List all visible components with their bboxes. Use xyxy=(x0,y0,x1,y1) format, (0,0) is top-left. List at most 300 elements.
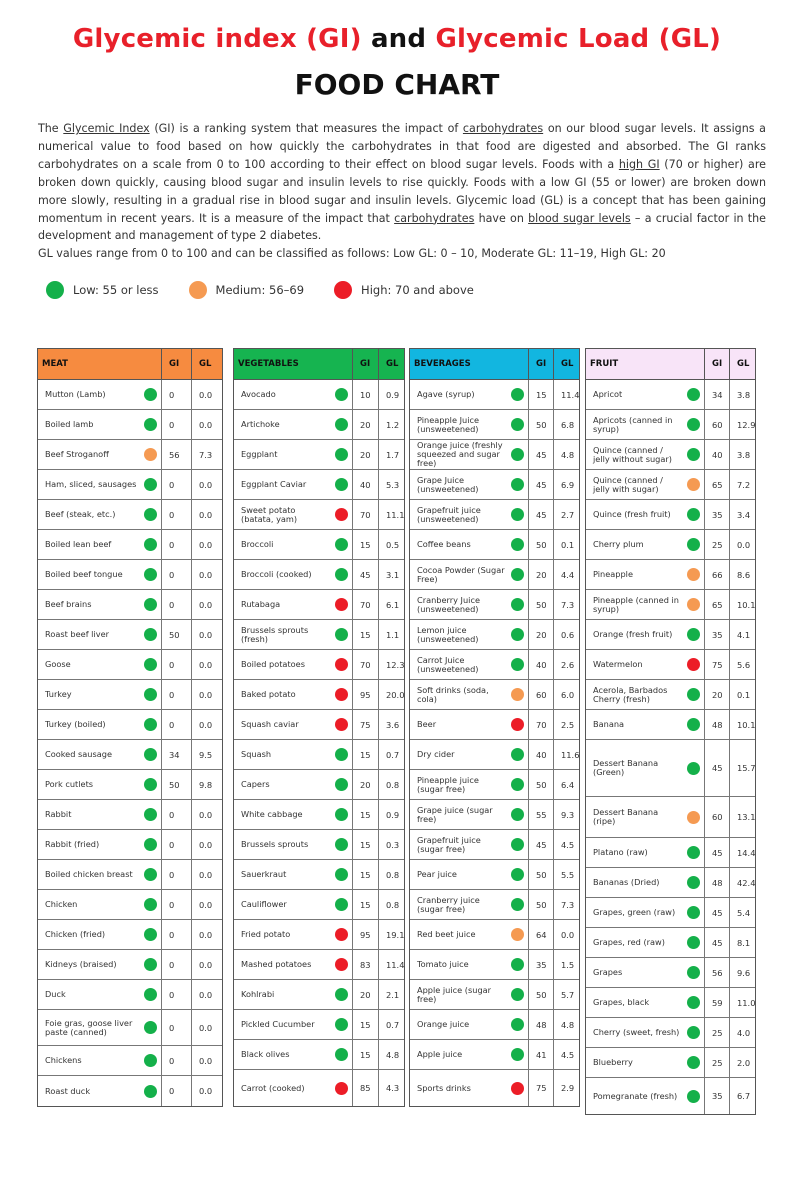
food-name: Eggplant Caviar xyxy=(241,479,307,489)
food-name-cell xyxy=(410,830,529,859)
gi-value: 34 xyxy=(705,380,730,409)
table-row xyxy=(410,500,579,530)
food-name-cell xyxy=(38,1046,162,1075)
gl-value: 0.0 xyxy=(199,1055,213,1066)
food-name-cell xyxy=(410,920,529,949)
food-name-cell xyxy=(38,620,162,649)
table-row xyxy=(410,650,579,680)
low-gi-dot-icon xyxy=(687,688,700,701)
gl-value: 0.0 xyxy=(561,929,575,940)
gi-value: 40 xyxy=(353,470,379,499)
blood-sugar-levels-link[interactable]: blood sugar levels xyxy=(528,211,631,225)
glycemic-index-link[interactable]: Glycemic Index xyxy=(63,122,150,135)
gl-value: 11.4 xyxy=(561,389,580,400)
food-name-cell xyxy=(234,380,353,409)
low-gi-dot-icon xyxy=(144,658,157,671)
low-gi-dot-icon xyxy=(335,568,348,581)
table-row xyxy=(410,620,579,650)
table-row xyxy=(234,1010,404,1040)
low-gi-dot-icon xyxy=(687,966,700,979)
table-row xyxy=(586,530,755,560)
gi-value: 15 xyxy=(353,800,379,829)
food-name: Orange juice xyxy=(417,1019,470,1029)
gl-value: 4.8 xyxy=(561,449,575,460)
gl-value: 15.7 xyxy=(737,763,756,773)
table-row xyxy=(38,470,222,500)
gi-value: 20 xyxy=(529,560,554,589)
low-gi-dot-icon xyxy=(511,568,524,581)
gi-value: 48 xyxy=(529,1010,554,1039)
table-row xyxy=(586,868,755,898)
gi-value: 20 xyxy=(353,410,379,439)
gi-value: 15 xyxy=(353,530,379,559)
food-name-cell xyxy=(410,1070,529,1106)
gi-value: 50 xyxy=(529,410,554,439)
table-row xyxy=(234,1040,404,1070)
gi-value: 75 xyxy=(353,710,379,739)
gl-value: 0.0 xyxy=(199,869,213,880)
gi-value: 45 xyxy=(353,560,379,589)
low-gi-dot-icon xyxy=(511,388,524,401)
low-gi-dot-icon xyxy=(144,478,157,491)
table-row xyxy=(234,500,404,530)
food-name-cell xyxy=(234,710,353,739)
gl-value: 7.3 xyxy=(561,599,575,610)
gl-value: 0.0 xyxy=(199,629,213,640)
food-name-cell xyxy=(586,440,705,469)
intro-text: The xyxy=(38,122,64,135)
food-name-cell xyxy=(234,470,353,499)
gl-value: 0.8 xyxy=(386,899,400,910)
gi-value: 40 xyxy=(529,740,554,769)
gi-value: 15 xyxy=(353,1040,379,1069)
low-gi-dot-icon xyxy=(144,418,157,431)
gi-value: 0 xyxy=(162,980,192,1009)
food-name: Boiled lean beef xyxy=(45,539,112,549)
gl-value: 3.8 xyxy=(737,449,751,460)
food-name-cell xyxy=(586,710,705,739)
gi-value: 0 xyxy=(162,380,192,409)
food-name-cell xyxy=(234,740,353,769)
low-gi-dot-icon xyxy=(687,1026,700,1039)
table-row xyxy=(234,620,404,650)
gi-value: 65 xyxy=(705,470,730,499)
table-row xyxy=(38,890,222,920)
legend-label: Low: 55 or less xyxy=(73,283,159,297)
gl-value: 11.0 xyxy=(737,997,756,1008)
gi-value: 83 xyxy=(353,950,379,979)
gl-value: 12.9 xyxy=(737,419,756,430)
table-row xyxy=(410,380,579,410)
low-gi-dot-icon xyxy=(144,688,157,701)
gl-value: 11.1 xyxy=(386,509,405,520)
gl-value: 20.0 xyxy=(386,689,405,700)
food-name-cell xyxy=(586,380,705,409)
food-name: Dry cider xyxy=(417,749,455,759)
low-gi-dot-icon xyxy=(511,478,524,491)
table-row xyxy=(586,1078,755,1114)
gl-value: 9.3 xyxy=(561,809,575,820)
food-name-cell xyxy=(234,530,353,559)
food-name: Pineapple (canned in syrup) xyxy=(593,594,679,614)
gl-value: 11.4 xyxy=(386,959,405,970)
food-name: Pear juice xyxy=(417,869,457,879)
gl-value: 5.7 xyxy=(561,989,575,1000)
gi-value: 66 xyxy=(705,560,730,589)
gl-value: 0.0 xyxy=(199,959,213,970)
table-row xyxy=(410,800,579,830)
food-name: Apple juice (sugar free) xyxy=(417,984,492,1004)
gi-value: 50 xyxy=(529,770,554,799)
food-name: Orange juice (freshly squeezed and sugar free) xyxy=(417,440,503,468)
food-name-cell xyxy=(234,920,353,949)
food-name: Squash xyxy=(241,749,272,759)
table-row xyxy=(38,980,222,1010)
low-gi-dot-icon xyxy=(144,748,157,761)
food-name-cell xyxy=(38,830,162,859)
gl-value: 1.1 xyxy=(386,629,400,640)
high-gi-dot-icon xyxy=(335,958,348,971)
gl-value: 6.7 xyxy=(737,1091,751,1101)
food-name: Brussels sprouts (fresh) xyxy=(241,624,309,644)
page-subtitle: FOOD CHART xyxy=(294,68,500,101)
table-row xyxy=(586,710,755,740)
gi-value: 50 xyxy=(529,530,554,559)
high-gi-link[interactable]: high GI xyxy=(618,157,660,171)
low-gi-dot-icon xyxy=(144,958,157,971)
high-gi-dot-icon xyxy=(335,688,348,701)
food-name-cell xyxy=(234,440,353,469)
food-name: Soft drinks (soda, cola) xyxy=(417,684,489,704)
low-gi-dot-icon xyxy=(144,388,157,401)
gi-value: 70 xyxy=(353,500,379,529)
table-row xyxy=(586,838,755,868)
gl-value: 0.7 xyxy=(386,1019,400,1030)
table-row xyxy=(586,380,755,410)
food-name: Acerola, Barbados Cherry (fresh) xyxy=(593,684,668,704)
food-name: Pineapple Juice (unsweetened) xyxy=(417,414,480,434)
low-gi-dot-icon xyxy=(144,568,157,581)
gl-value: 7.2 xyxy=(737,479,751,490)
food-name-cell xyxy=(38,590,162,619)
high-gi-dot-icon xyxy=(335,1082,348,1095)
gl-value: 2.9 xyxy=(561,1083,575,1093)
food-name-cell xyxy=(586,680,705,709)
low-gi-dot-icon xyxy=(511,838,524,851)
gi-value: 45 xyxy=(705,740,730,796)
low-gi-dot-icon xyxy=(687,448,700,461)
gl-value: 0.0 xyxy=(199,1086,213,1096)
gl-value: 0.6 xyxy=(561,629,575,640)
gi-value: 20 xyxy=(353,440,379,469)
food-name: Beef (steak, etc.) xyxy=(45,509,116,519)
gi-value: 35 xyxy=(705,620,730,649)
food-name-cell xyxy=(38,1076,162,1106)
food-name-cell xyxy=(586,650,705,679)
food-name: Watermelon xyxy=(593,659,643,669)
food-name-cell xyxy=(410,980,529,1009)
medium-gi-dot-icon xyxy=(687,598,700,611)
food-name: Cauliflower xyxy=(241,899,287,909)
gi-value: 70 xyxy=(353,650,379,679)
gl-value: 0.0 xyxy=(199,599,213,610)
food-name-cell xyxy=(586,500,705,529)
gi-value: 0 xyxy=(162,800,192,829)
gi-value: 60 xyxy=(529,680,554,709)
gi-value: 75 xyxy=(529,1070,554,1106)
gi-value: 0 xyxy=(162,590,192,619)
food-name: Brussels sprouts xyxy=(241,839,309,849)
table-header xyxy=(38,349,222,380)
gl-header: GL xyxy=(199,359,212,369)
food-name: Agave (syrup) xyxy=(417,389,475,399)
low-gi-dot-icon xyxy=(144,1054,157,1067)
table-row xyxy=(410,560,579,590)
food-name-cell xyxy=(410,650,529,679)
gl-value: 6.1 xyxy=(386,599,400,610)
food-name: Lemon juice (unsweetened) xyxy=(417,624,479,644)
gi-value: 40 xyxy=(529,650,554,679)
table-fruit xyxy=(585,348,756,1115)
table-row xyxy=(410,1040,579,1070)
food-name: Dessert Banana (ripe) xyxy=(593,807,659,826)
category-header: FRUIT xyxy=(586,349,705,379)
food-name: Coffee beans xyxy=(417,539,471,549)
low-gi-dot-icon xyxy=(687,846,700,859)
gi-header: GI xyxy=(705,349,730,379)
table-header xyxy=(410,349,579,380)
gi-value: 41 xyxy=(529,1040,554,1069)
food-name-cell xyxy=(410,530,529,559)
food-name: Bananas (Dried) xyxy=(593,877,660,887)
table-row xyxy=(234,380,404,410)
gl-value: 4.8 xyxy=(386,1049,400,1060)
gl-value: 4.5 xyxy=(561,839,575,850)
gl-value: 13.1 xyxy=(737,812,756,822)
food-name-cell xyxy=(38,410,162,439)
intro-text: have on xyxy=(474,211,529,225)
food-name-cell xyxy=(38,650,162,679)
low-gi-dot-icon xyxy=(511,988,524,1001)
food-name-cell xyxy=(410,410,529,439)
gi-value: 45 xyxy=(529,500,554,529)
food-name: Grapes, black xyxy=(593,997,650,1007)
gl-value: 0.0 xyxy=(199,809,213,820)
food-name-cell xyxy=(410,440,529,469)
gi-header: GI xyxy=(162,349,192,379)
gl-value: 3.6 xyxy=(386,719,400,730)
food-name-cell xyxy=(38,950,162,979)
food-name-cell xyxy=(234,800,353,829)
gl-value: 3.1 xyxy=(386,569,400,580)
table-row xyxy=(586,560,755,590)
food-name-cell xyxy=(586,470,705,499)
food-name: Fried potato xyxy=(241,929,291,939)
food-name-cell xyxy=(410,740,529,769)
table-row xyxy=(586,590,755,620)
food-name: Baked potato xyxy=(241,689,296,699)
gi-value: 15 xyxy=(353,1010,379,1039)
food-name: Chicken xyxy=(45,899,78,909)
table-row xyxy=(234,410,404,440)
category-header: VEGETABLES xyxy=(234,349,353,379)
table-row xyxy=(38,1046,222,1076)
gl-value: 0.0 xyxy=(199,719,213,730)
gi-value: 50 xyxy=(529,980,554,1009)
table-row xyxy=(234,1070,404,1106)
low-gi-dot-icon xyxy=(687,1056,700,1069)
table-row xyxy=(38,530,222,560)
gl-value: 0.8 xyxy=(386,779,400,790)
table-row xyxy=(586,1048,755,1078)
gl-header: GL xyxy=(737,359,750,369)
low-gi-dot-icon xyxy=(335,988,348,1001)
table-row xyxy=(38,830,222,860)
table-row xyxy=(38,920,222,950)
gi-value: 0 xyxy=(162,710,192,739)
gi-value: 0 xyxy=(162,860,192,889)
gl-value: 4.1 xyxy=(737,629,751,640)
table-row xyxy=(410,710,579,740)
intro-text: on our blood sugar levels. It assigns a numerical value to food based on how quickly the carbohydrates in that food are digested and absorbed. The GI ranks carbohydrates on a scale from 0 to 100 according to their effect on blood sugar levels. Foods with a xyxy=(38,122,766,171)
gl-value: 4.0 xyxy=(737,1027,751,1038)
gl-value: 1.2 xyxy=(386,419,400,430)
food-name-cell xyxy=(38,890,162,919)
food-name: Carrot Juice (unsweetened) xyxy=(417,654,479,674)
gi-value: 0 xyxy=(162,560,192,589)
gl-value: 0.0 xyxy=(199,899,213,910)
table-row xyxy=(586,740,755,797)
table-row xyxy=(234,920,404,950)
food-name-cell xyxy=(586,530,705,559)
food-name: Grape juice (sugar free) xyxy=(417,804,493,824)
table-row xyxy=(586,928,755,958)
food-name-cell xyxy=(410,770,529,799)
table-row xyxy=(38,1076,222,1106)
gl-value: 8.1 xyxy=(737,937,751,948)
gl-value: 2.0 xyxy=(737,1057,751,1068)
food-name: Grapes xyxy=(593,967,623,977)
food-name-cell xyxy=(38,530,162,559)
gi-value: 0 xyxy=(162,890,192,919)
gl-value: 5.6 xyxy=(737,659,751,670)
table-row xyxy=(410,1010,579,1040)
low-dot-icon xyxy=(46,281,64,299)
low-gi-dot-icon xyxy=(144,1085,157,1098)
food-name-cell xyxy=(586,410,705,439)
gi-value: 60 xyxy=(705,797,730,837)
food-name: Beef Stroganoff xyxy=(45,449,109,459)
food-name: Foie gras, goose liver paste (canned) xyxy=(45,1017,133,1037)
food-name-cell xyxy=(38,500,162,529)
gi-value: 95 xyxy=(353,680,379,709)
carbohydrates-link-2[interactable]: carbohydrates xyxy=(394,211,475,225)
gi-value: 45 xyxy=(529,440,554,469)
food-name-cell xyxy=(586,1078,705,1114)
food-name-cell xyxy=(38,680,162,709)
gl-value: 14.4 xyxy=(737,847,756,858)
gi-value: 0 xyxy=(162,500,192,529)
medium-gi-dot-icon xyxy=(144,448,157,461)
gl-value: 9.8 xyxy=(199,779,213,790)
food-name: Boiled beef tongue xyxy=(45,569,123,579)
gl-value: 3.4 xyxy=(737,509,751,520)
food-name: Red beet juice xyxy=(417,929,476,939)
gi-value: 56 xyxy=(705,958,730,987)
legend-item-low xyxy=(46,281,159,299)
food-name-cell xyxy=(38,920,162,949)
food-name: Squash caviar xyxy=(241,719,299,729)
food-name: Kohlrabi xyxy=(241,989,275,999)
gi-value: 40 xyxy=(705,440,730,469)
table-row xyxy=(38,860,222,890)
low-gi-dot-icon xyxy=(687,628,700,641)
food-name: Boiled chicken breast xyxy=(45,869,133,879)
gl-value: 0.7 xyxy=(386,749,400,760)
low-gi-dot-icon xyxy=(144,628,157,641)
low-gi-dot-icon xyxy=(687,876,700,889)
food-name-cell xyxy=(586,560,705,589)
food-name-cell xyxy=(586,898,705,927)
table-row xyxy=(586,500,755,530)
food-name: Broccoli xyxy=(241,539,274,549)
food-name: Pork cutlets xyxy=(45,779,94,789)
gl-value: 5.4 xyxy=(737,907,751,918)
table-row xyxy=(234,890,404,920)
food-name-cell xyxy=(410,590,529,619)
gl-value: 8.6 xyxy=(737,569,751,580)
gl-value: 1.7 xyxy=(386,449,400,460)
food-name: Grapefruit juice (sugar free) xyxy=(417,834,481,854)
gi-value: 48 xyxy=(705,710,730,739)
gl-value: 0.1 xyxy=(737,689,751,700)
food-name-cell xyxy=(410,470,529,499)
carbohydrates-link[interactable]: carbohydrates xyxy=(462,122,544,135)
table-row xyxy=(234,830,404,860)
gi-value: 56 xyxy=(162,440,192,469)
low-gi-dot-icon xyxy=(687,906,700,919)
food-name: Pineapple juice (sugar free) xyxy=(417,774,479,794)
legend xyxy=(46,280,504,300)
food-name-cell xyxy=(586,590,705,619)
food-name: Grapes, green (raw) xyxy=(593,907,676,917)
food-name-cell xyxy=(586,928,705,957)
table-row xyxy=(234,470,404,500)
medium-gi-dot-icon xyxy=(687,568,700,581)
low-gi-dot-icon xyxy=(687,388,700,401)
food-name-cell xyxy=(234,590,353,619)
gi-value: 20 xyxy=(353,770,379,799)
food-name: Grapefruit juice (unsweetened) xyxy=(417,504,481,524)
food-name-cell xyxy=(410,1010,529,1039)
gi-value: 15 xyxy=(353,620,379,649)
food-name-cell xyxy=(410,800,529,829)
food-name-cell xyxy=(234,950,353,979)
gl-value: 4.8 xyxy=(561,1019,575,1030)
food-name-cell xyxy=(586,740,705,796)
food-name: Artichoke xyxy=(241,419,280,429)
low-gi-dot-icon xyxy=(335,1048,348,1061)
low-gi-dot-icon xyxy=(511,1048,524,1061)
gl-value: 0.0 xyxy=(199,1022,213,1033)
table-row xyxy=(410,740,579,770)
table-row xyxy=(410,680,579,710)
table-header xyxy=(234,349,404,380)
table-row xyxy=(234,440,404,470)
low-gi-dot-icon xyxy=(335,418,348,431)
food-name-cell xyxy=(234,650,353,679)
table-row xyxy=(410,830,579,860)
